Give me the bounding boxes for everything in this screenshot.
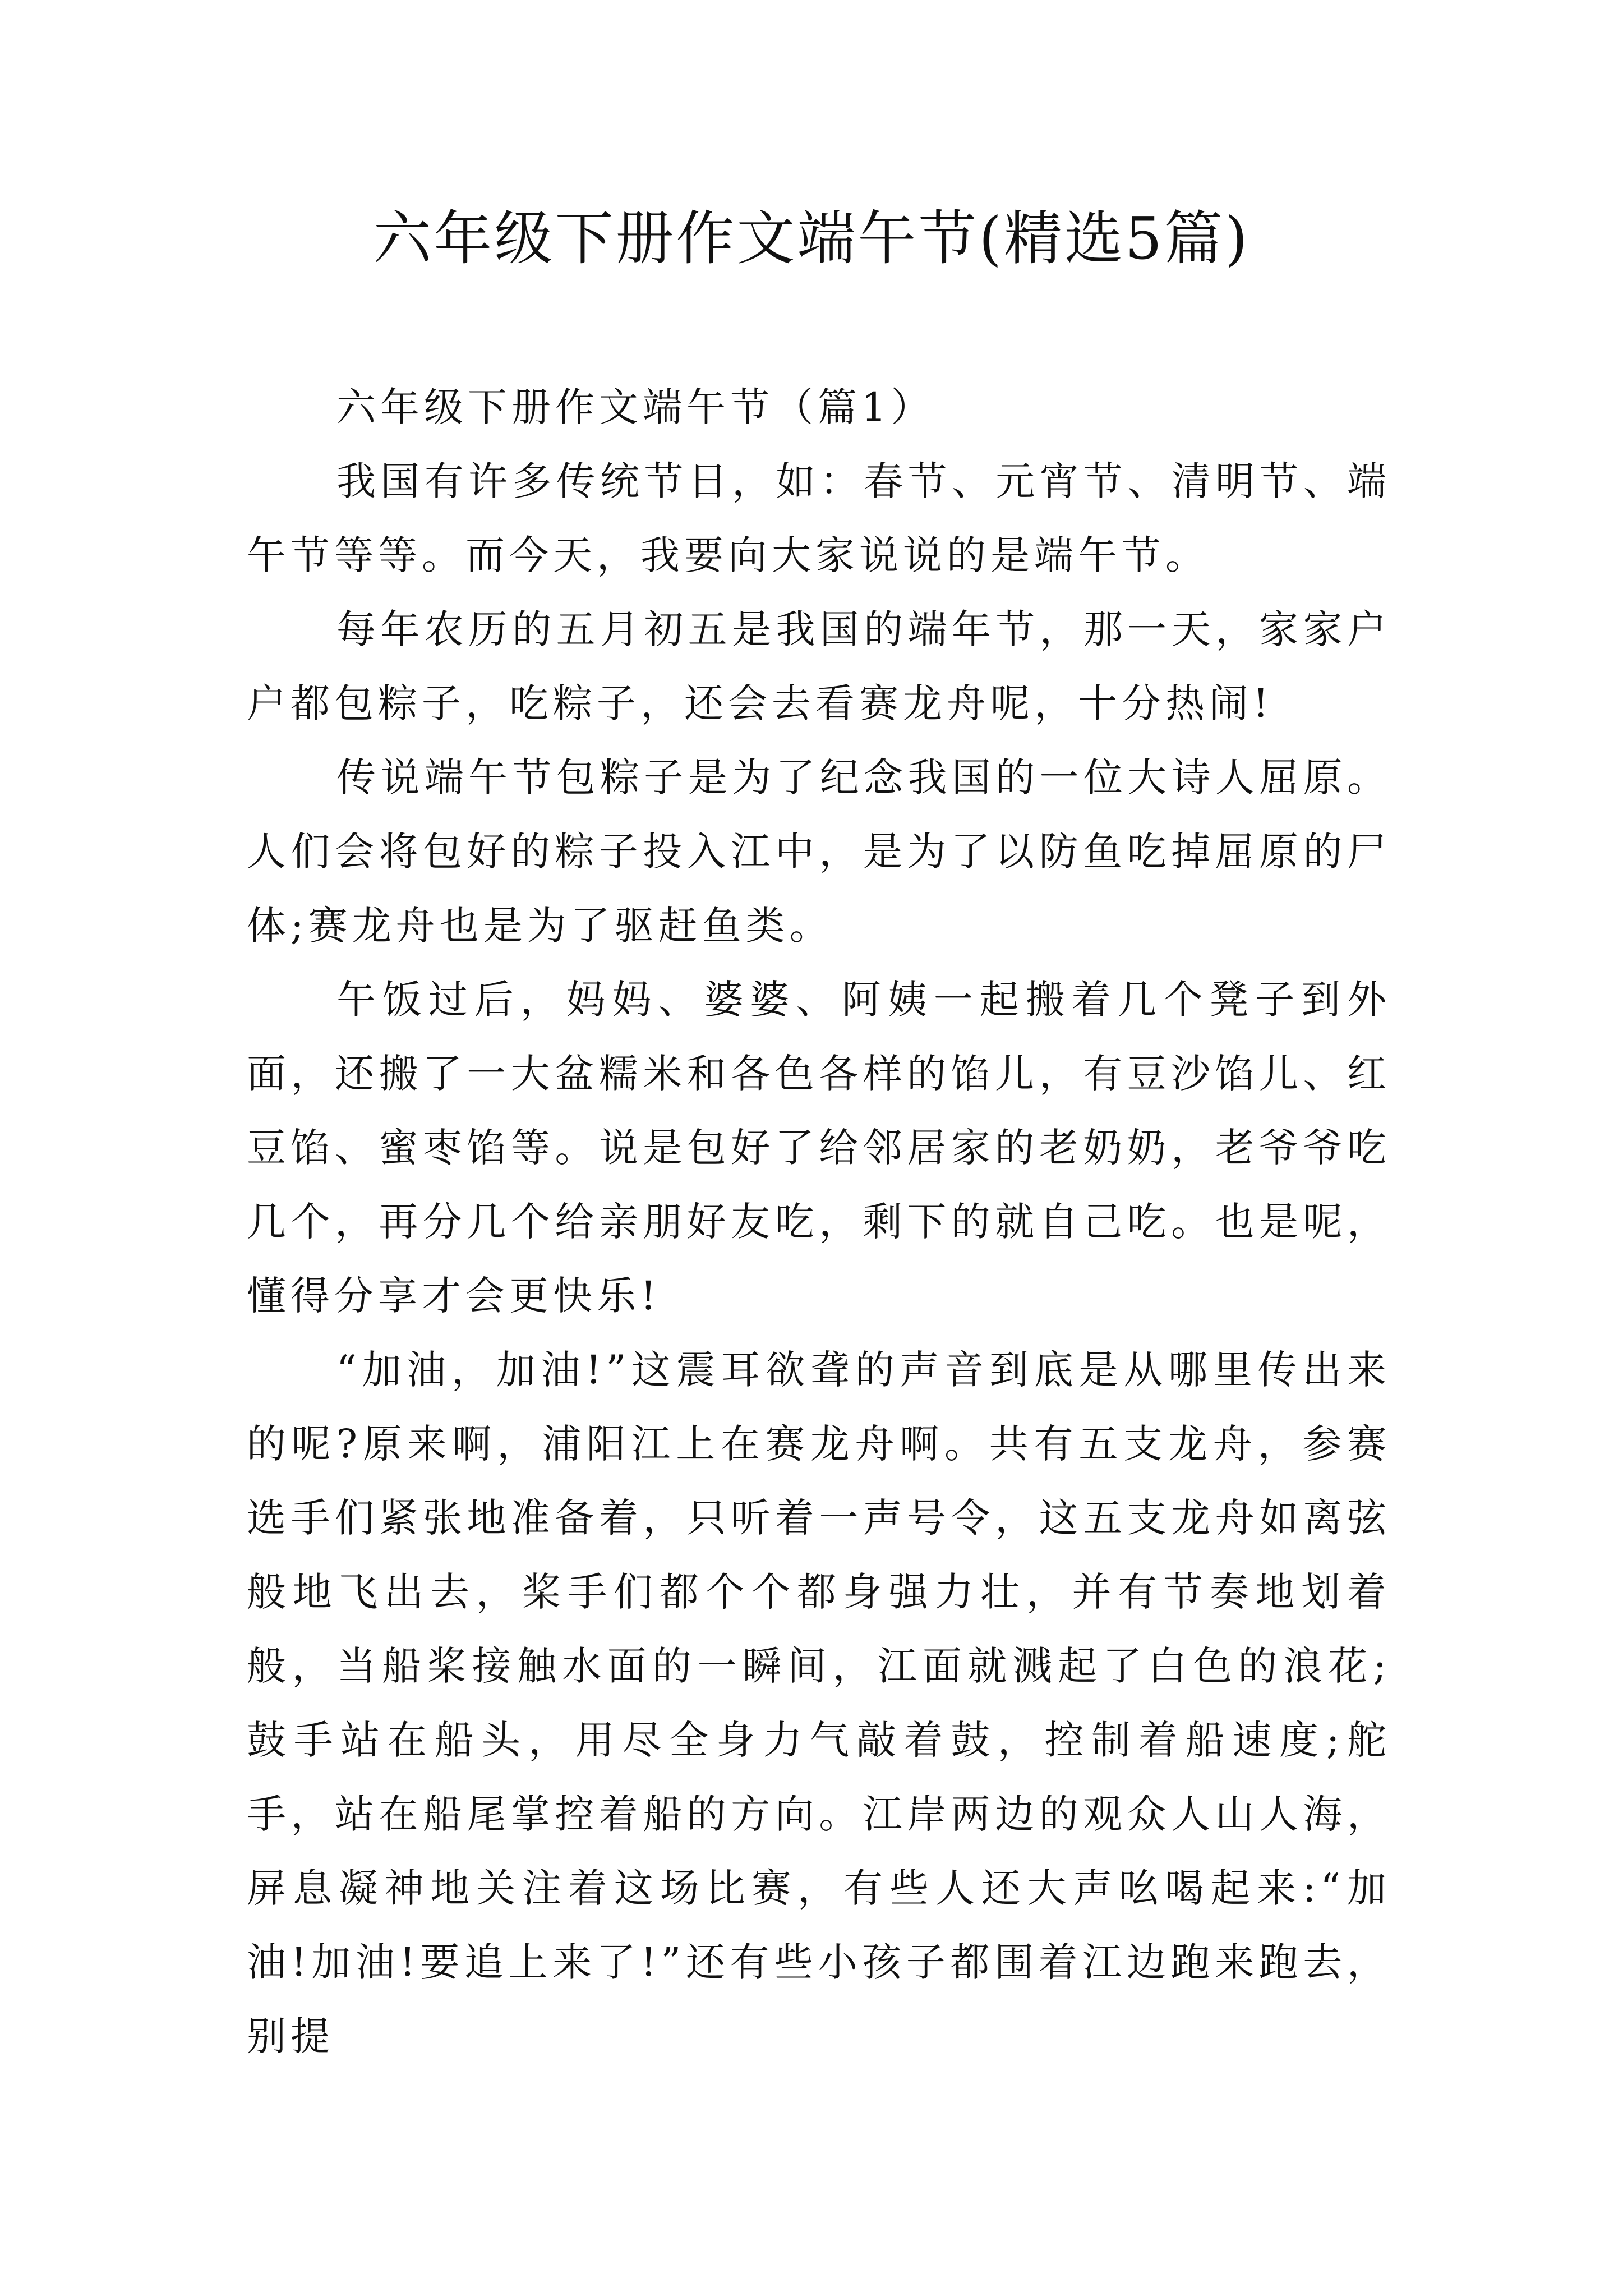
- document-title: 六年级下册作文端午节(精选5篇): [373, 204, 1250, 273]
- section-heading: 六年级下册作文端午节（篇1）: [336, 384, 935, 430]
- paragraph: 传说端午节包粽子是为了纪念我国的一位大诗人屈原。人们会将包好的粽子投入江中，是为了以防鱼吃掉屈原的尸体;赛龙舟也是为了驱赶鱼类。: [247, 754, 1391, 949]
- paragraph: 我国有许多传统节日，如：春节、元宵节、清明节、端午节等等。而今天，我要向大家说说的是端午节。: [247, 458, 1391, 578]
- paragraph: 午饭过后，妈妈、婆婆、阿姨一起搬着几个凳子到外面，还搬了一大盆糯米和各色各样的馅儿，有豆沙馅儿、红豆馅、蜜枣馅等。说是包好了给邻居家的老奶奶，老爷爷吃几个，再分几个给亲朋好友吃，剩下的就自己吃。也是呢，懂得分享才会更快乐!: [247, 977, 1391, 1319]
- paragraph: 每年农历的五月初五是我国的端年节，那一天，家家户户都包粽子，吃粽子，还会去看赛龙舟呢，十分热闹!: [247, 606, 1391, 726]
- paragraph: “加油，加油!”这震耳欲聋的声音到底是从哪里传出来的呢?原来啊，浦阳江上在赛龙舟啊。共有五支龙舟，参赛选手们紧张地准备着，只听着一声号令，这五支龙舟如离弦般地飞出去，桨手们都个个都身强力壮，并有节奏地划着般，当船桨接触水面的一瞬间，江面就溅起了白色的浪花;鼓手站在船头，用尽全身力气敲着鼓，控制着船速度;舵手，站在船尾掌控着船的方向。江岸两边的观众人山人海，屏息凝神地关注着这场比赛，有些人还大声吆喝起来:“加油!加油!要追上来了!”还有些小孩子都围着江边跑来跑去，别提: [247, 1347, 1391, 2059]
- document-body: [247, 370, 1391, 2073]
